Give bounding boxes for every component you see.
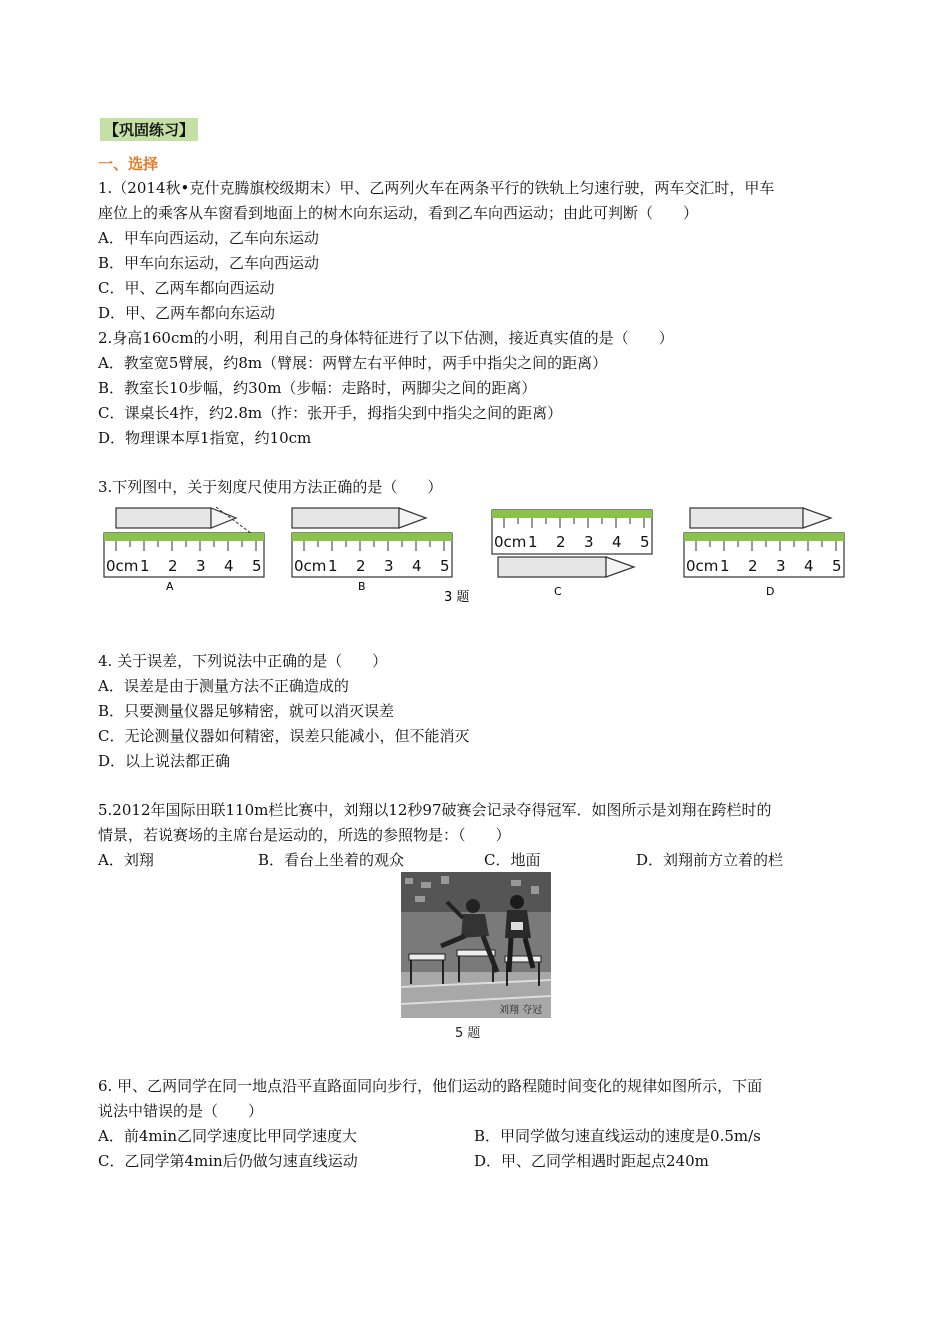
fig-label-d: D — [766, 585, 775, 598]
q1-option-b: B．甲车向东运动，乙车向西运动 — [98, 254, 320, 272]
ruler-figure-d — [684, 508, 844, 598]
q1-option-c: C．甲、乙两车都向西运动 — [98, 279, 275, 297]
q1-stem-line2: 座位上的乘客从车窗看到地面上的树木向东运动，看到乙车向西运动；由此可判断（ ） — [98, 204, 699, 222]
ruler-d-label-2: 2 — [748, 557, 758, 575]
fig-label-c: C — [554, 585, 562, 598]
q2-option-b: B．教室长10步幅，约30m（步幅：走路时，两脚尖之间的距离） — [98, 379, 537, 397]
q3-stem: 3.下列图中，关于刻度尺使用方法正确的是（ ） — [98, 478, 443, 496]
q6-option-b: B．甲同学做匀速直线运动的速度是0.5m/s — [474, 1127, 761, 1145]
q5-option-c: C．地面 — [484, 851, 541, 869]
ruler-b-label-5: 5 — [440, 557, 450, 575]
q6-stem-line2: 说法中错误的是（ ） — [98, 1102, 264, 1120]
q4-option-d: D．以上说法都正确 — [98, 752, 231, 770]
hurdle-photo — [401, 872, 551, 1018]
q6-option-a: A．前4min乙同学速度比甲同学速度大 — [98, 1127, 358, 1145]
ruler-figures — [96, 505, 856, 605]
practice-header: 【巩固练习】 — [100, 118, 198, 141]
q2-option-a: A．教室宽5臂展，约8m（臂展：两臂左右平伸时，两手中指尖之间的距离） — [98, 354, 608, 372]
section-title: 一、选择 — [98, 155, 159, 173]
q6-stem-line1: 6. 甲、乙两同学在同一地点沿平直路面同向步行，他们运动的路程随时间变化的规律如图所示，下面 — [98, 1077, 763, 1095]
ruler-d-label-1: 1 — [720, 557, 730, 575]
q2-stem: 2.身高160cm的小明，利用自己的身体特征进行了以下估测，接近真实值的是（ ） — [98, 329, 674, 347]
fig-label-a: A — [166, 580, 174, 593]
q4-option-a: A．误差是由于测量方法不正确造成的 — [98, 677, 349, 695]
ruler-figure-c — [492, 510, 652, 598]
q5-option-d: D．刘翔前方立着的栏 — [636, 851, 784, 869]
q6-option-d: D．甲、乙同学相遇时距起点240m — [474, 1152, 709, 1170]
q1-stem-line1: 1.（2014秋•克什克腾旗校级期末）甲、乙两列火车在两条平行的铁轨上匀速行驶，两车交汇时，甲车 — [98, 179, 775, 197]
q4-stem: 4. 关于误差，下列说法中正确的是（ ） — [98, 652, 388, 670]
ruler-c-label-0: 0cm — [494, 533, 527, 551]
q1-option-d: D．甲、乙两车都向东运动 — [98, 304, 276, 322]
q2-option-d: D．物理课本厚1指宽，约10cm — [98, 429, 312, 447]
q5-stem-line2: 情景，若说赛场的主席台是运动的，所选的参照物是：（ ） — [98, 826, 511, 844]
q4-option-b: B．只要测量仪器足够精密，就可以消灭误差 — [98, 702, 395, 720]
ruler-b-label-2: 2 — [356, 557, 366, 575]
ruler-a-label-1: 1 — [140, 557, 150, 575]
q5-option-a: A．刘翔 — [98, 851, 154, 869]
ruler-a-label-0: 0cm — [106, 557, 139, 575]
ruler-c-label-1: 1 — [528, 533, 538, 551]
ruler-c-label-4: 4 — [612, 533, 622, 551]
ruler-c-label-5: 5 — [640, 533, 650, 551]
fig3-caption: 3 题 — [444, 590, 470, 605]
ruler-a-label-4: 4 — [224, 557, 234, 575]
ruler-d-label-5: 5 — [832, 557, 842, 575]
q5-stem-line1: 5.2012年国际田联110m栏比赛中，刘翔以12秒97破赛会记录夺得冠军．如图所示是刘翔在跨栏时的 — [98, 801, 772, 819]
ruler-a-label-2: 2 — [168, 557, 178, 575]
q4-option-c: C．无论测量仪器如何精密，误差只能减小，但不能消灭 — [98, 727, 470, 745]
q2-option-c: C．课桌长4拃，约2.8m（拃：张开手，拇指尖到中指尖之间的距离） — [98, 404, 563, 422]
ruler-figure-a — [104, 507, 264, 593]
ruler-d-label-4: 4 — [804, 557, 814, 575]
ruler-b-label-3: 3 — [384, 557, 394, 575]
ruler-b-label-4: 4 — [412, 557, 422, 575]
q5-option-b: B．看台上坐着的观众 — [258, 851, 405, 869]
q1-option-a: A．甲车向西运动，乙车向东运动 — [98, 229, 319, 247]
ruler-c-label-3: 3 — [584, 533, 594, 551]
photo-caption-text: 刘翔 夺冠 — [499, 1005, 543, 1016]
q6-option-c: C．乙同学第4min后仍做匀速直线运动 — [98, 1152, 358, 1170]
ruler-d-label-3: 3 — [776, 557, 786, 575]
fig-label-b: B — [358, 580, 366, 593]
ruler-figure-b — [292, 508, 452, 593]
ruler-d-label-0: 0cm — [686, 557, 719, 575]
fig5-caption: 5 题 — [455, 1026, 481, 1041]
ruler-b-label-0: 0cm — [294, 557, 327, 575]
ruler-a-label-3: 3 — [196, 557, 206, 575]
ruler-a-label-5: 5 — [252, 557, 262, 575]
ruler-c-label-2: 2 — [556, 533, 566, 551]
ruler-b-label-1: 1 — [328, 557, 338, 575]
